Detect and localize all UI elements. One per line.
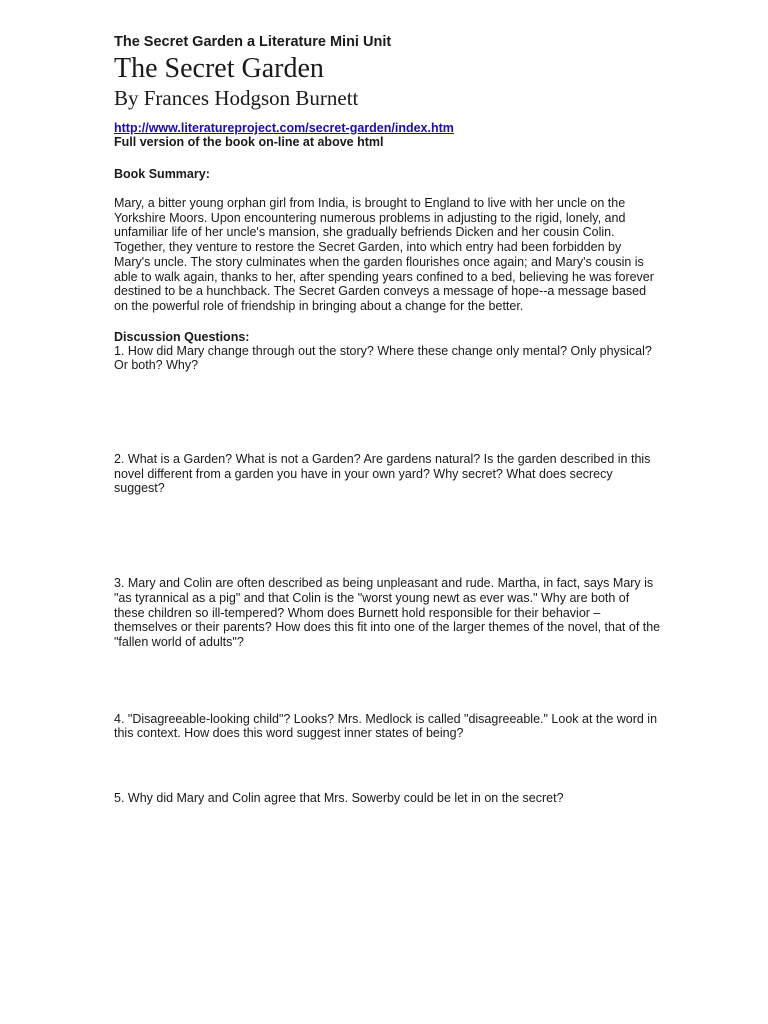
question-2: 2. What is a Garden? What is not a Garden? Are gardens natural? Is the garden described in this novel different from a garden you have in your own yard? Why secret? What does secrecy suggest? <box>114 452 651 496</box>
unit-title: The Secret Garden a Literature Mini Unit <box>114 34 392 50</box>
book-link[interactable]: http://www.literatureproject.com/secret-garden/index.htm <box>114 121 454 135</box>
questions-heading: Discussion Questions: <box>114 329 250 344</box>
author-line: By Frances Hodgson Burnett <box>114 86 359 110</box>
link-note: Full version of the book on-line at above html <box>114 135 384 149</box>
page-title: The Secret Garden <box>114 53 324 84</box>
question-5: 5. Why did Mary and Colin agree that Mrs. Sowerby could be let in on the secret? <box>114 791 564 806</box>
summary-text: Mary, a bitter young orphan girl from India, is brought to England to live with her uncle on the Yorkshire Moors. Upon encountering numerous problems in adjusting to the rigid, lonely, and unfamiliar life of her uncle's mansion, she gradually befriends Dicken and her cousin Colin. Together, they venture to restore the Secret Garden, into which entry had been forbidden by Mary's uncle. The story culminates when the garden flourishes once again; and Mary's cousin is able to walk again, thanks to her, after spending years confined to a bed, believing he was forever destined to be a hunchback. The Secret Garden conveys a message of hope--a message based on the powerful role of friendship in bringing about a change for the better. <box>114 196 654 313</box>
question-1: 1. How did Mary change through out the story? Where these change only mental? Only physical? Or both? Why? <box>114 343 652 373</box>
summary-heading: Book Summary: <box>114 167 210 181</box>
question-4: 4. "Disagreeable-looking child"? Looks? Mrs. Medlock is called "disagreeable." Look at the word in this context. How does this word suggest inner states of being? <box>114 711 658 741</box>
question-3: 3. Mary and Colin are often described as being unpleasant and rude. Martha, in fact, says Mary is "as tyrannical as a pig" and that Colin is the "worst young newt as ever was." Why are both of these children so ill-tempered? Whom does Burnett hold responsible for their behavior – themselves or their parents? How does this fit into one of the larger themes of the novel, that of the "fallen world of adults"? <box>114 576 661 649</box>
